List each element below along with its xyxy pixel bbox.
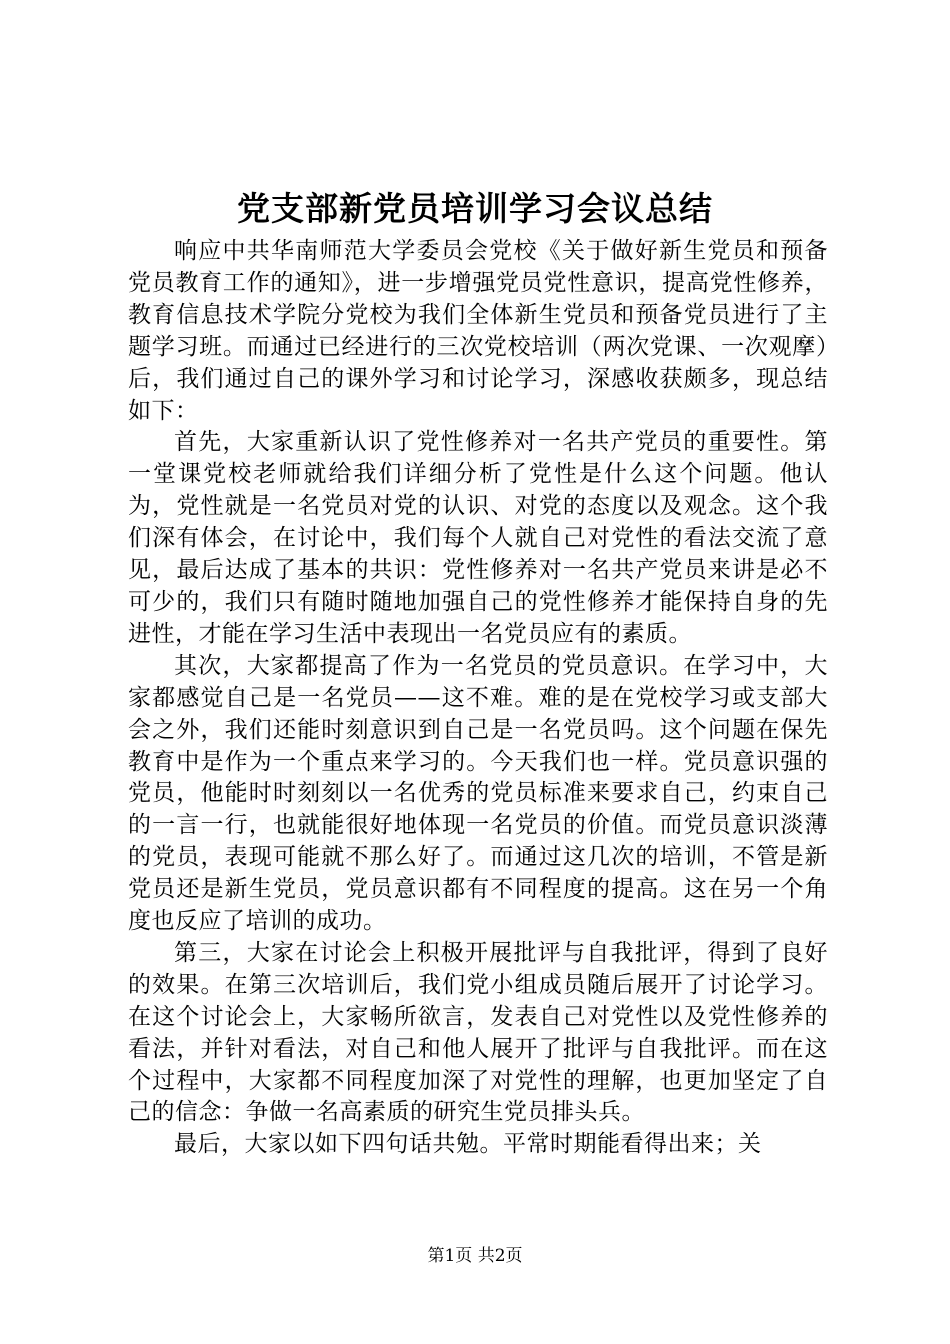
paragraph-third: 第三，大家在讨论会上积极开展批评与自我批评，得到了良好的效果。在第三次培训后，我们党小组成员随后展开了讨论学习。在这个讨论会上，大家畅所欲言，发表自己对党性以及党性修养的看法，并针对看法，对自己和他人展开了批评与自我批评。而在这个过程中，大家都不同程度加深了对党性的理解，也更加坚定了自己的信念：争做一名高素质的研究生党员排头兵。 <box>128 939 828 1126</box>
paragraph-intro: 响应中共华南师范大学委员会党校《关于做好新生党员和预备党员教育工作的通知》，进一步增强党员党性意识，提高党性修养，教育信息技术学院分党校为我们全体新生党员和预备党员进行了主题学习班。而通过已经进行的三次党校培训（两次党课、一次观摩）后，我们通过自己的课外学习和讨论学习，深感收获颇多，现总结如下： <box>128 238 828 424</box>
document-body <box>128 236 828 1161</box>
paragraph-first: 首先，大家重新认识了党性修养对一名共产党员的重要性。第一堂课党校老师就给我们详细分析了党性是什么这个问题。他认为，党性就是一名党员对党的认识、对党的态度以及观念。这个我们深有体会，在讨论中，我们每个人就自己对党性的看法交流了意见，最后达成了基本的共识：党性修养对一名共产党员来讲是必不可少的，我们只有随时随地加强自己的党性修养才能保持自身的先进性，才能在学习生活中表现出一名党员应有的素质。 <box>128 429 828 647</box>
paragraph-second: 其次，大家都提高了作为一名党员的党员意识。在学习中，大家都感觉自己是一名党员——这不难。难的是在党校学习或支部大会之外，我们还能时刻意识到自己是一名党员吗。这个问题在保先教育中是作为一个重点来学习的。今天我们也一样。党员意识强的党员，他能时时刻刻以一名优秀的党员标准来要求自己，约束自己的一言一行，也就能很好地体现一名党员的价值。而党员意识淡薄的党员，表现可能就不那么好了。而通过这几次的培训，不管是新党员还是新生党员，党员意识都有不同程度的提高。这在另一个角度也反应了培训的成功。 <box>128 652 828 935</box>
page-footer: 第1页 共2页 <box>427 1246 523 1266</box>
paragraph-last: 最后，大家以如下四句话共勉。平常时期能看得出来；关 <box>174 1131 762 1158</box>
document-title: 党支部新党员培训学习会议总结 <box>237 189 713 228</box>
